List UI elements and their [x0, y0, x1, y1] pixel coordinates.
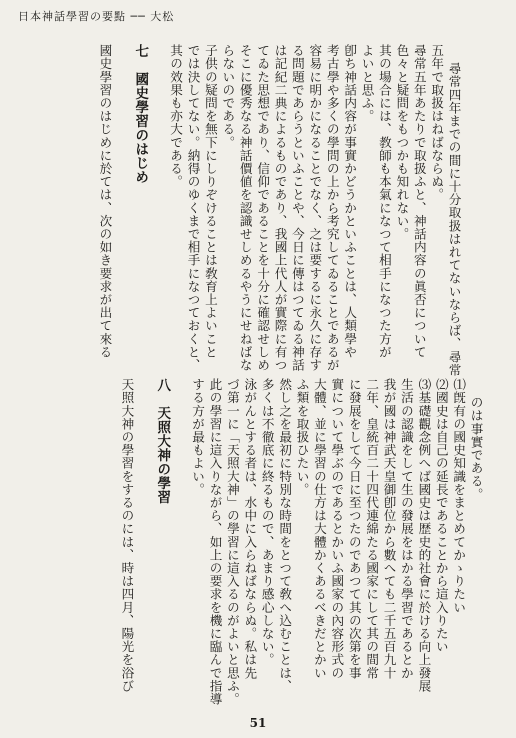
- text-line: 多くは不徹底に終るもので、あまり感心しない。: [259, 378, 275, 667]
- upper-text-block: [79, 44, 480, 377]
- text-line: 二年、皇統百二十四代連綿たる國家にして其の間常: [364, 378, 380, 680]
- text-line: よいと思ふ。: [359, 44, 375, 123]
- page-number: 51: [249, 716, 267, 730]
- text-line: 然し之を最初に特別な時間をとつて敎へ込むことは、: [277, 378, 293, 693]
- text-line: 大體、並に學習の仕方は大體かくあるべきだとかい: [311, 378, 327, 680]
- section-heading-8: 八 天照大神の學習: [154, 378, 171, 504]
- text-line: 天照大神の學習をするのには、時は四月、陽光を浴び: [119, 378, 135, 693]
- text-line: 我が國は神武天皇御卽位から數へても二千五百九十: [381, 378, 397, 680]
- text-line: 國史學習のはじめに於ては、次の如き要求が出て來る: [97, 44, 113, 359]
- text-line: 尋常五年あたりで取扱ふと、神話内容の眞否について: [411, 44, 427, 359]
- text-line: らないのである。: [220, 44, 236, 149]
- text-line: づ第一に「天照大神」の學習に這入るのがよいと思ふ。: [224, 378, 240, 706]
- text-line: 其の效果も亦大である。: [168, 44, 184, 189]
- text-line: 其の場合には、教師も本氣になつて相手になつた方が: [376, 44, 392, 359]
- section-heading-7: 七 國史學習のはじめ: [132, 44, 149, 184]
- text-line: 尋常四年までの間に十分取扱はれてないならば、尋常: [446, 62, 462, 377]
- text-line: 卽ち神話内容が事實かどうかといふことは、人類學や: [342, 44, 358, 359]
- text-line: 考古學や多くの學問の上から考究してゐることであるが: [324, 44, 340, 372]
- text-line: ふ類を取扱ひたい。: [294, 378, 310, 496]
- running-head: 日本神話學習の要點 ── 大松: [18, 10, 175, 23]
- text-line: は記紀二典によるものであり、我國上代人が實際に有つ: [272, 44, 288, 372]
- text-line: 泳がんとする者は、水中に入らねばならぬ。私は先: [242, 378, 258, 680]
- text-line: に發展をして今日に至つたのであつて其の次第を事: [346, 378, 362, 680]
- text-line: 容易に明かになることでなく、之は要するに永久に存す: [307, 44, 323, 372]
- text-line: する方が最もよい。: [190, 378, 206, 496]
- text-line: てゐた思想であり、信仰であることを十分に確認せしめ: [255, 44, 271, 372]
- text-line: そこに優秀なる神話價値を認識せしめるやうにせねばな: [237, 44, 253, 372]
- text-line: では決してない。納得のゆくまで相手になつておくと、: [185, 44, 201, 372]
- text-line: ⑴旣有の國史知識をまとめてかゝりたい: [451, 378, 467, 614]
- text-line: 五年で取扱はねばならぬ。: [429, 44, 445, 202]
- text-line: のは事實である。: [468, 396, 484, 501]
- text-line: 此の學習に這入りながら、如上の要求を機に臨んで指導: [207, 378, 223, 706]
- text-line: る問題であらうといふことや、今日に傳はつてゐる神話: [289, 44, 305, 372]
- text-line: 生活の認識をして生の發展をはかる學習であるとか: [398, 378, 414, 680]
- text-line: ⑶基礎觀念例へば國史は歴史的社會に於ける向上發展: [416, 378, 432, 693]
- text-line: 實について學ぶのであるとかいふ國家の內容形式の: [329, 378, 345, 680]
- text-line: ⑵國史は自己の延長であることから這入りたい: [433, 378, 449, 654]
- lower-text-block: [101, 378, 502, 712]
- text-line: 子供の疑問を無下にしりぞけることは敎育上よいこと: [202, 44, 218, 359]
- text-line: 色々と疑問をもつかも知れない。: [394, 44, 410, 241]
